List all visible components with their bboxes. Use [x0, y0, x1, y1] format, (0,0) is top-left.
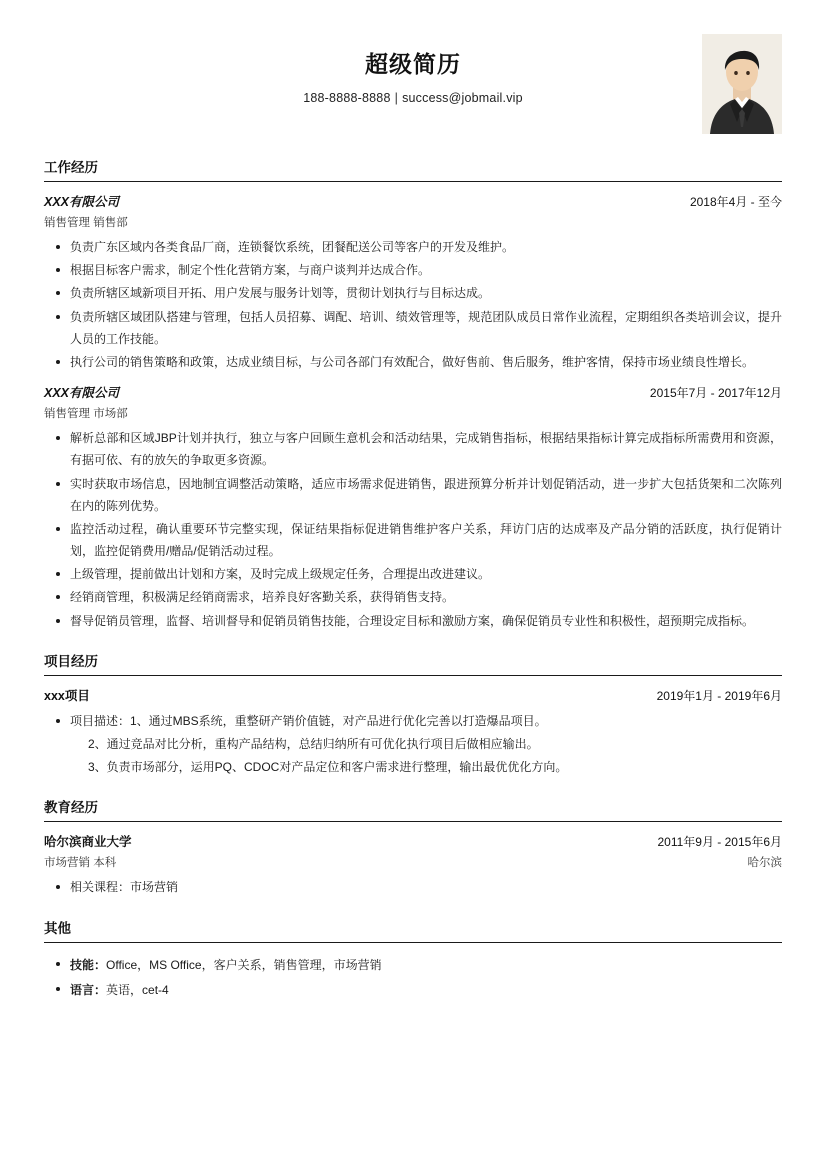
date-range: 2015年7月 - 2017年12月 — [649, 386, 782, 401]
list-item: 项目描述：1、通过MBS系统，重整研产销价值链，对产品进行优化完善以打造爆品项目。 — [70, 710, 782, 732]
entry-subheader — [44, 405, 782, 421]
entry-header — [44, 686, 782, 704]
phone-number: 188-8888-8888 — [303, 91, 391, 105]
major-degree: 市场营销 本科 — [44, 857, 117, 870]
entry-subheader — [44, 214, 782, 230]
entry-subheader — [44, 854, 782, 870]
responsibility-list — [44, 236, 782, 373]
list-item: 解析总部和区域JBP计划并执行，独立与客户回顾生意机会和活动结果，完成销售指标，根据结果指标计算完成指标所需费用和资源，有据可依、有的放矢的争取更多资源。 — [70, 427, 782, 471]
person-avatar-icon — [702, 34, 782, 134]
list-item: 督导促销员管理，监督、培训督导和促销员销售技能，合理设定目标和激励方案，确保促销员专业性和积极性，超预期完成指标。 — [70, 610, 782, 632]
language-label: 语言： — [70, 982, 107, 997]
list-item: 执行公司的销售策略和政策，达成业绩目标，与公司各部门有效配合，做好售前、售后服务，维护客情，保持市场业绩良性增长。 — [70, 351, 782, 373]
list-item: 上级管理，提前做出计划和方案，及时完成上级规定任务，合理提出改进建议。 — [70, 563, 782, 585]
page-title: 超级简历 — [365, 51, 461, 77]
list-item: 监控活动过程，确认重要环节完整实现，保证结果指标促进销售维护客户关系，拜访门店的达成率及产品分销的活跃度，执行促销计划，监控促销费用/赠品/促销活动过程。 — [70, 518, 782, 562]
header-center-block — [44, 34, 782, 105]
skills-value: Office，MS Office，客户关系，销售管理，市场营销 — [106, 957, 382, 972]
list-item: 负责广东区域内各类食品厂商，连锁餐饮系统，团餐配送公司等客户的开发及维护。 — [70, 236, 782, 258]
contact-separator: | — [394, 91, 399, 105]
date-range: 2011年9月 - 2015年6月 — [657, 835, 782, 850]
section-title-education: 教育经历 — [44, 800, 98, 816]
list-item — [70, 953, 782, 977]
project-detail-line: 3、负责市场部分，运用PQ、CDOC对产品定位和客户需求进行整理，输出最优优化方向。 — [88, 760, 568, 775]
section-other — [44, 917, 782, 1002]
work-entry — [44, 192, 782, 373]
avatar — [702, 34, 782, 134]
section-divider — [44, 942, 782, 943]
project-description-list — [44, 710, 782, 732]
section-project — [44, 650, 782, 779]
section-divider — [44, 675, 782, 676]
list-item: 实时获取市场信息，因地制宜调整活动策略，适应市场需求促进销售，跟进预算分析并计划促销活动，进一步扩大包括货架和二次陈列在内的陈列优势。 — [70, 473, 782, 517]
responsibility-list — [44, 427, 782, 632]
section-title-other: 其他 — [44, 920, 71, 936]
course-list — [44, 876, 782, 898]
language-value: 英语，cet-4 — [106, 982, 169, 997]
project-entry — [44, 686, 782, 779]
entry-header — [44, 192, 782, 210]
list-item: 根据目标客户需求，制定个性化营销方案，与商户谈判并达成合作。 — [70, 259, 782, 281]
section-divider — [44, 821, 782, 822]
entry-location: 哈尔滨 — [747, 857, 782, 870]
project-detail-line: 2、通过竞品对比分析，重构产品结构，总结归纳所有可优化执行项目后做相应输出。 — [88, 737, 539, 751]
role-department: 销售管理 市场部 — [44, 408, 128, 421]
date-range: 2019年1月 - 2019年6月 — [656, 688, 782, 703]
role-department: 销售管理 销售部 — [44, 217, 128, 229]
school-name: 哈尔滨商业大学 — [44, 835, 132, 850]
list-item: 负责所辖区域团队搭建与管理，包括人员招募、调配、培训、绩效管理等，规范团队成员日常作业流程，定期组织各类培训会议，提升人员的工作技能。 — [70, 306, 782, 350]
list-item — [70, 978, 782, 1002]
date-range: 2018年4月 - 至今 — [689, 195, 782, 209]
section-title-work: 工作经历 — [44, 160, 98, 175]
list-item: 经销商管理，积极满足经销商需求，培养良好客勤关系，获得销售支持。 — [70, 586, 782, 608]
contact-line — [44, 91, 782, 105]
company-name: XXX有限公司 — [44, 195, 120, 209]
section-education — [44, 796, 782, 898]
company-name: XXX有限公司 — [44, 386, 120, 401]
education-entry — [44, 832, 782, 898]
other-list — [44, 953, 782, 1002]
section-title-project: 项目经历 — [44, 653, 98, 669]
work-entry — [44, 383, 782, 632]
section-work — [44, 156, 782, 632]
list-item: 相关课程：市场营销 — [70, 876, 782, 898]
resume-header — [44, 34, 782, 138]
entry-header — [44, 383, 782, 401]
email-address: success@jobmail.vip — [402, 91, 523, 105]
list-item: 负责所辖区域新项目开拓、用户发展与服务计划等，贯彻计划执行与目标达成。 — [70, 282, 782, 304]
project-name: xxx项目 — [44, 688, 90, 703]
section-divider — [44, 181, 782, 182]
skills-label: 技能： — [70, 957, 107, 972]
entry-header — [44, 832, 782, 850]
